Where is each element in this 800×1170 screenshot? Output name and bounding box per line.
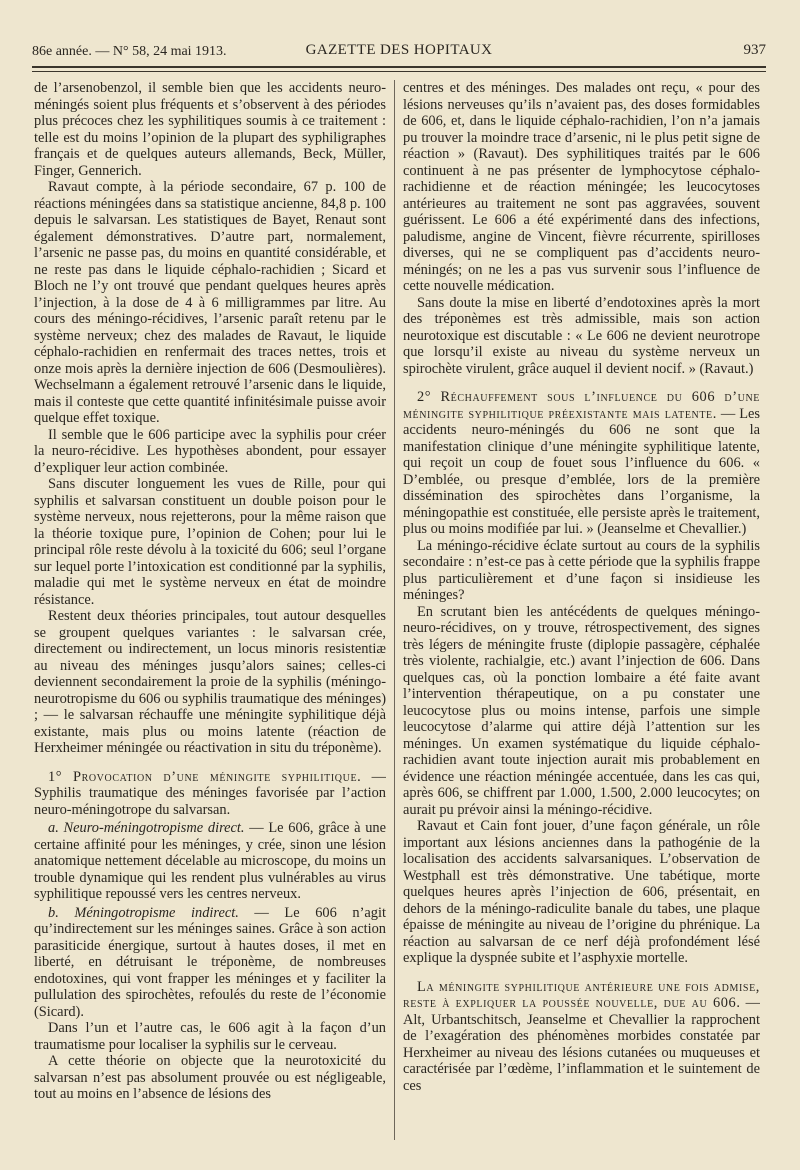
column-divider <box>394 80 395 1140</box>
issue-line: 86e année. — N° 58, 24 mai 1913. <box>32 44 227 59</box>
paragraph: Dans l’un et l’autre cas, le 606 agit à la façon d’un traumatisme pour localiser la syphilis sur le cerveau. <box>34 1020 386 1053</box>
left-column <box>34 80 386 1144</box>
paragraph: Sans discuter longuement les vues de Rille, pour qui syphilis et salvarsan constituent un double poison pour le système nerveux, nous rejetterons, pour la même raison que la théorie toxique pure, l’opinion de Cohen; pour lui le principal rôle reste dévolu à la toxicité du 606; seul l’organe sur lequel porte l’intoxication est conditionné par la syphilis, maladie qui met le système nerveux en état de moindre résistance. <box>34 476 386 608</box>
section-heading: La méningite syphilitique antérieure une fois admise, reste à expliquer la poussée nouvelle, due au 606. <box>403 978 760 1011</box>
page-number: 937 <box>743 42 766 58</box>
section-1-paragraph <box>34 769 386 819</box>
section-text: — Les accidents neuro-méningés du 606 ne sont que la manifestation clinique d’une méningite syphilitique latente, qui reçoit un coup de fouet sous l’influence du 606. « D’emblée, ou presque d’emblée, lors de la première dissémination des spirochètes dans l’organisme, la méningopathie est constituée, elle persiste après le traitement, plus ou moins modifiée par lui. » (Jeanselme et Chevallier.) <box>403 405 760 537</box>
paragraph: Ravaut compte, à la période secondaire, 67 p. 100 de réactions méningées dans sa statistique ancienne, 84,8 p. 100 depuis le salvarsan. Les statistiques de Bayet, Renaut sont également démonstratives. D’autre part, normalement, l’arsenic ne passe pas, du moins en quantité considérable, et ne reste pas dans le liquide céphalo-rachidien ; Sicard et Bloch ne l’y ont trouvé que pendant quelques heures après l’injection, à la dose de 4 à 6 milligrammes par litre. Au cours des méningo-récidives, l’arsenic paraît retenu par le système nerveux; chez des malades de Ravaut, le liquide céphalo-rachidien en renfermait des traces nettes, trois et onze mois après la dernière injection de 606 (Desmoulières). Wechselmann a également retrouvé l’arsenic dans le liquide, mais il conteste que cette quantité infinitésimale puisse avoir quelque effet toxique. <box>34 179 386 426</box>
header-rule-thin <box>32 71 766 72</box>
section-text: — Syphilis traumatique des méninges favorisée par l’action neuro-méningotrope du salvarsan. <box>34 768 386 818</box>
subsection-heading: a. Neuro-méningotropisme direct. <box>48 820 245 836</box>
paragraph: Sans doute la mise en liberté d’endotoxines après la mort des tréponèmes est très admissible, mais son action neurotoxique est discutable : « Le 606 ne devient neurotrope que lorsqu’il existe au niveau du système nerveux un spirochète virulent, grâce auquel il devient nocif. » (Ravaut.) <box>403 294 760 377</box>
paragraph: En scrutant bien les antécédents de quelques méningo-neuro-récidives, on y trouve, rétrospectivement, des signes très légers de méningite fruste (diplopie passagère, céphalée très violente, rachialgie, etc.) avant l’injection de 606. Dans quelques cas, où la ponction lombaire a été faite avant l’intervention thérapeutique, on a pu constater une leucocytose plus ou moins intense, parfois une simple leucocytose d’alarme qui attire déjà l’attention sur les méninges. Un examen systématique du liquide céphalo-rachidien avant toute injection aurait mis probablement en évidence une réaction méningée accentuée, dans les cas qui, après 606, se chiffrent par 1.000, 1.500, 2.000 leucocytes; on aurait pu prévoir ainsi la méningo-récidive. <box>403 603 760 818</box>
section-3-paragraph <box>403 979 760 1095</box>
paragraph: A cette théorie on objecte que la neurotoxicité du salvarsan n’est pas absolument prouvée ou est négligeable, tout au moins en l’absence de lésions des <box>34 1053 386 1102</box>
subsection-a-paragraph <box>34 820 386 903</box>
journal-title: GAZETTE DES HOPITAUX <box>305 42 493 58</box>
section-heading: 1° Provocation d’une méningite syphilitique. <box>48 768 362 785</box>
paragraph: Restent deux théories principales, tout autour desquelles se groupent quelques variantes : le salvarsan crée, directement ou indirectement, un locus minoris resistentiæ au niveau des méninges jusqu’alors saines; celles-ci deviennent secondairement la proie de la syphilis (méningo-neurotropisme du 606 ou syphilis traumatique des méninges) ; — le salvarsan réchauffe une méningite syphilitique déjà existante, mais plus ou moins latente (réaction de Herxheimer méningée ou réactivation in situ du tréponème). <box>34 608 386 756</box>
section-text: — Alt, Urbantschitsch, Jeanselme et Chevallier la rapprochent de l’exagération des phénomènes morbides constatée par Herxheimer au niveau des lésions cutanées ou muqueuses et caractérisée par l’œdème, l’inflammation et le suintement de ces <box>403 995 760 1094</box>
right-column <box>403 80 760 1144</box>
section-2-paragraph <box>403 389 760 538</box>
paragraph: Ravaut et Cain font jouer, d’une façon générale, un rôle important aux lésions anciennes dans la pathogénie de la localisation des accidents salvarsaniques. L’observation de Westphall est très démonstrative. Une tabétique, morte quelques heures après l’injection de 606, présentait, en dehors de la méningo-radiculite banale du tabes, une plaque épaisse de méningite au niveau de l’origine du phrénique. La réaction au salvarsan de ce nerf déjà profondément lésé explique la dyspnée subite et l’asphyxie mortelle. <box>403 818 760 966</box>
section-heading: 2° Réchauffement sous l’influence du 606 d’une méningite syphilitique préexistante mais latente. <box>403 389 760 422</box>
paragraph: centres et des méninges. Des malades ont reçu, « pour des lésions nerveuses qu’ils n’avaient pas, des doses formidables de 606, et, dans le liquide céphalo-rachidien, l’on n’a jamais pu trouver la moindre trace d’arsenic, ni le plus petit signe de réaction » (Ravaut). Des syphilitiques traités par le 606 continuent à ne pas présenter de lymphocytose céphalo-rachidienne et de réaction méningée; les leucocytoses antérieures au traitement ne sont pas aggravées, souvent guérissent. Le 606 a été expérimenté dans des infections, paludisme, angine de Vincent, fièvre récurrente, spirilloses diverses, qui ne se compliquent pas d’accidents neuro-méningés; on ne les a pas vus survenir sous l’influence de cette nouvelle médication. <box>403 80 760 294</box>
subsection-heading: b. Méningotropisme indirect. <box>48 904 239 921</box>
header-rule <box>32 66 766 68</box>
paragraph: La méningo-récidive éclate surtout au cours de la syphilis secondaire : n’est-ce pas à cette période que la syphilis frappe plus particulièrement et d’une façon si insidieuse les méninges? <box>403 537 760 603</box>
paragraph: Il semble que le 606 participe avec la syphilis pour créer la neuro-récidive. Les hypothèses abondent, pour essayer d’expliquer leur action combinée. <box>34 426 386 476</box>
subsection-text: — Le 606 n’agit qu’indirectement sur les méninges saines. Grâce à son action parasiticide énergique, surtout à hautes doses, il met en liberté, en détruisant le tréponème, de nombreuses endotoxines, qui vont frapper les méninges et y faciliter la pullulation des spirochètes, refoulés du reste de l’économie (Sicard). <box>34 904 386 1020</box>
subsection-text: — Le 606, grâce à une certaine affinité pour les méninges, y crée, sinon une lésion anatomique nettement décelable au microscope, du moins un trouble dynamique qui les rendent plus vulnérables au virus syphilitique repoussé vers les centres nerveux. <box>34 820 386 902</box>
paragraph: de l’arsenobenzol, il semble bien que les accidents neuro-méningés soient plus fréquents et s’observent à des périodes plus précoces chez les syphilitiques soumis à ce traitement : telle est du moins l’opinion de la plupart des syphiligraphes français et de quelques auteurs allemands, Beck, Müller, Finger, Gennerich. <box>34 80 386 179</box>
subsection-b-paragraph <box>34 905 386 1021</box>
running-head <box>32 42 766 62</box>
